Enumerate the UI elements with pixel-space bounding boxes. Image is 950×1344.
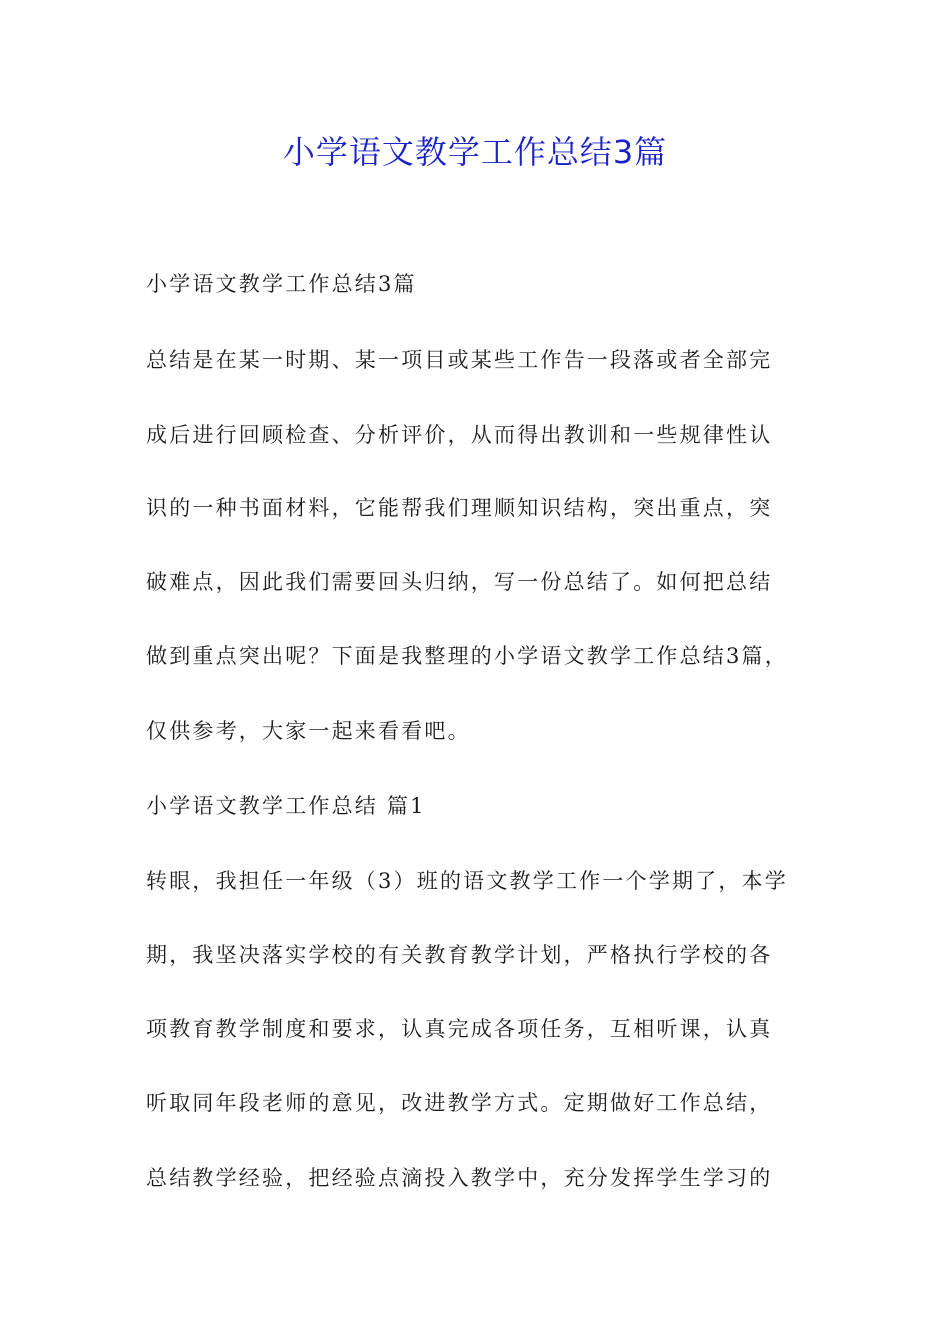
body-line: 总结教学经验，把经验点滴投入教学中，充分发挥学生学习的 (146, 1166, 773, 1190)
body-line: 项教育教学制度和要求，认真完成各项任务，互相听课，认真 (146, 1017, 773, 1041)
body-line: 识的一种书面材料，它能帮我们理顺知识结构，突出重点，突 (146, 496, 773, 520)
body-line: 转眼，我担任一年级（3）班的语文教学工作一个学期了，本学 (146, 869, 788, 893)
body-line: 小学语文教学工作总结3篇 (146, 272, 417, 296)
document-title: 小学语文教学工作总结3篇 (282, 133, 668, 171)
body-line: 仅供参考，大家一起来看看吧。 (146, 719, 471, 743)
body-line: 听取同年段老师的意见，改进教学方式。定期做好工作总结， (146, 1091, 773, 1115)
body-line: 做到重点突出呢？下面是我整理的小学语文教学工作总结3篇， (146, 644, 788, 668)
section-heading: 小学语文教学工作总结 篇1 (146, 794, 426, 818)
body-line: 期，我坚决落实学校的有关教育教学计划，严格执行学校的各 (146, 943, 773, 967)
body-line: 破难点，因此我们需要回头归纳，写一份总结了。如何把总结 (146, 570, 773, 594)
body-line: 总结是在某一时期、某一项目或某些工作告一段落或者全部完 (146, 348, 773, 372)
body-line: 成后进行回顾检查、分析评价，从而得出教训和一些规律性认 (146, 423, 773, 447)
